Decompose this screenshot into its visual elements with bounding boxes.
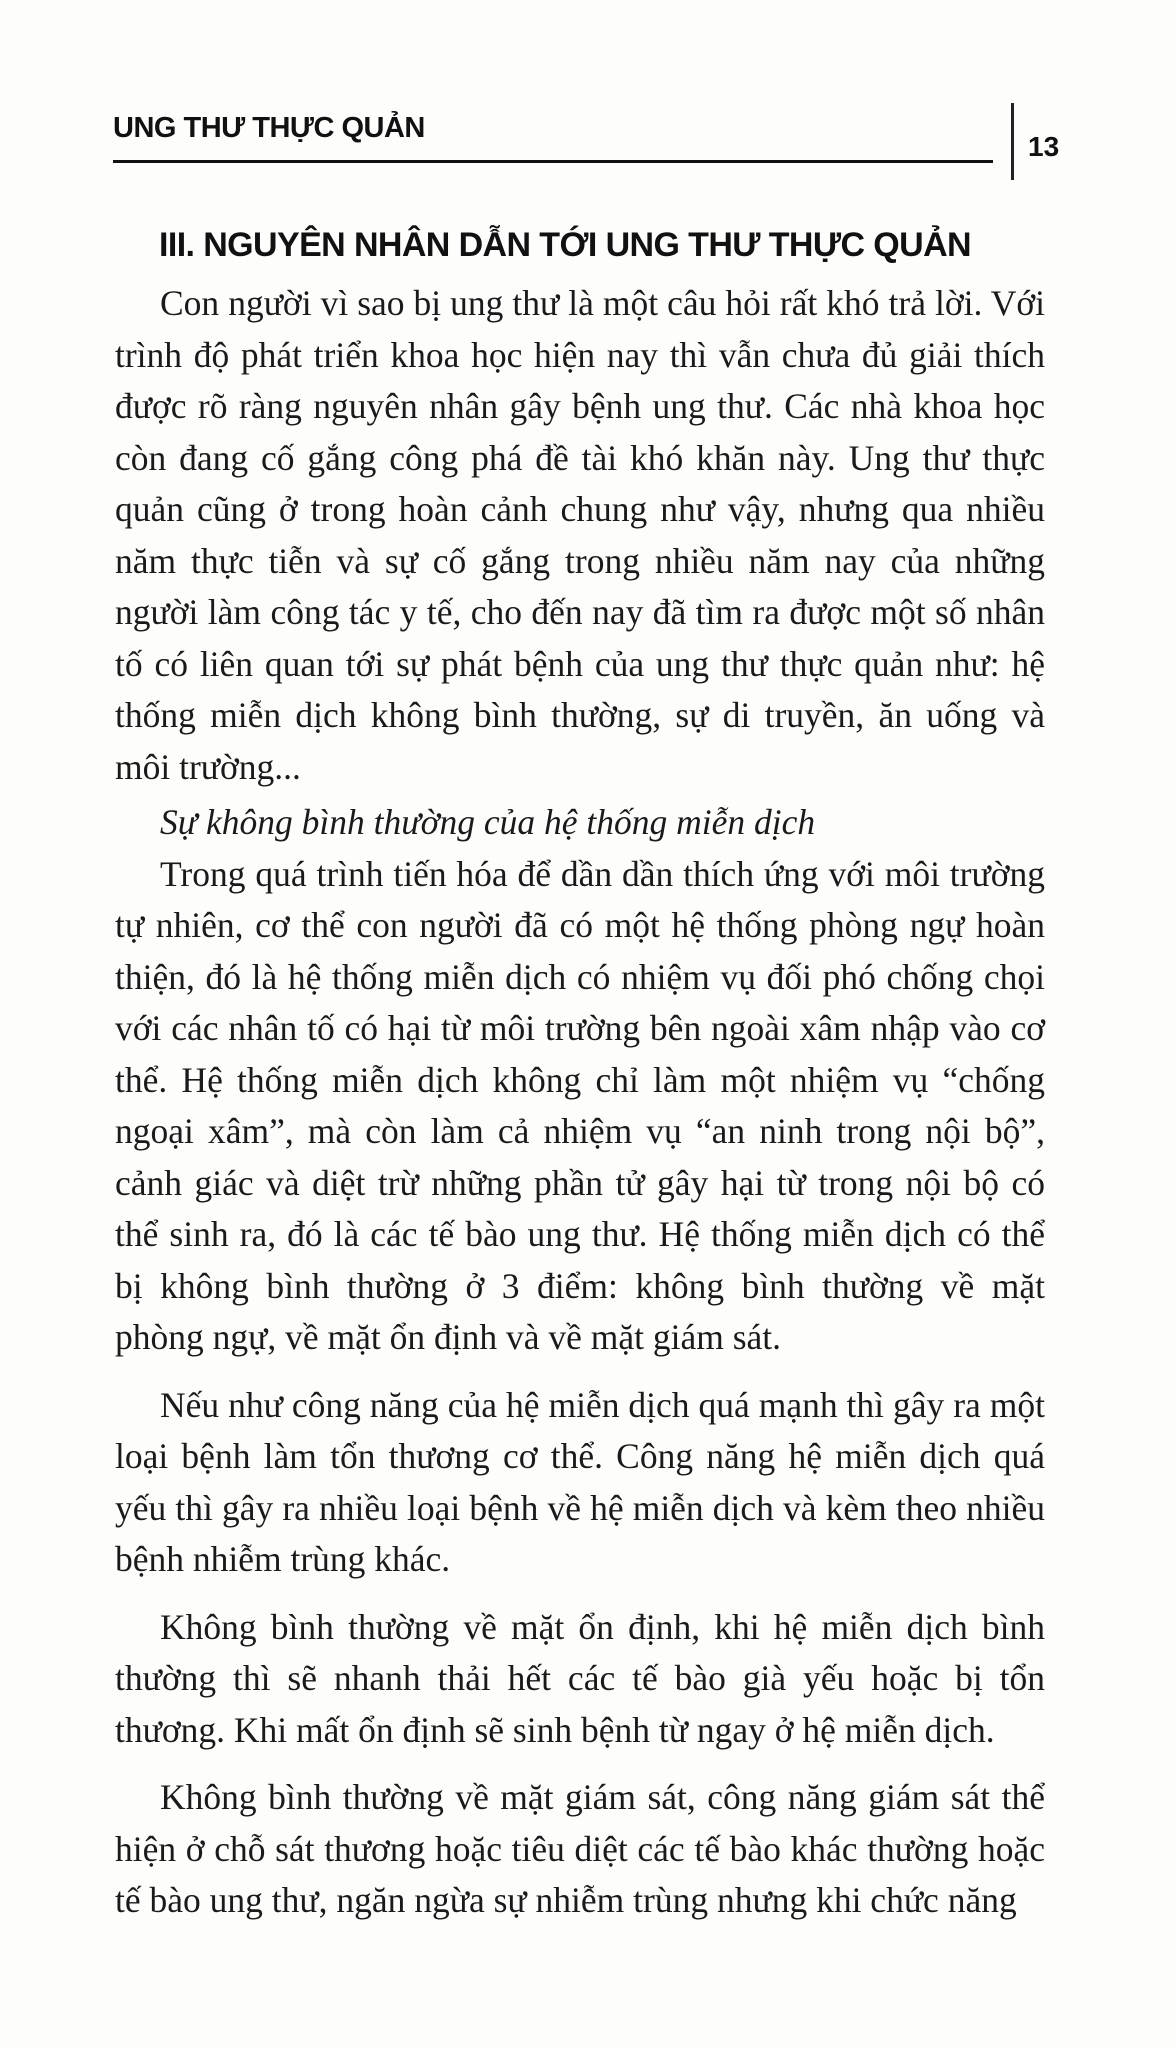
- page-number: 13: [1028, 131, 1060, 162]
- running-title: UNG THƯ THỰC QUẢN: [113, 112, 425, 144]
- body-text: [115, 278, 1045, 1927]
- paragraph-surveillance: Không bình thường về mặt giám sát, công năng giám sát thể hiện ở chỗ sát thương hoặc tiêu diệt các tế bào khác thường hoặc tế bào ung thư, ngăn ngừa sự nhiễm trùng nhưng khi chức năng: [115, 1777, 1045, 1920]
- header-rule: [113, 160, 993, 163]
- paragraph-immune-system: Trong quá trình tiến hóa để dần dần thích ứng với môi trường tự nhiên, cơ thể con người đã có một hệ thống phòng ngự hoàn thiện, đó là hệ thống miễn dịch có nhiệm vụ đối phó chống chọi với các nhân tố có hại từ môi trường bên ngoài xâm nhập vào cơ thể. Hệ thống miễn dịch không chỉ làm một nhiệm vụ “chống ngoại xâm”, mà còn làm cả nhiệm vụ “an ninh trong nội bộ”, cảnh giác và diệt trừ những phần tử gây hại từ trong nội bộ có thể sinh ra, đó là các tế bào ung thư. Hệ thống miễn dịch có thể bị không bình thường ở 3 điểm: không bình thường về mặt phòng ngự, về mặt ổn định và về mặt giám sát.: [115, 853, 1045, 1357]
- header-vertical-bar: [1011, 103, 1014, 180]
- paragraph-defense: Nếu như công năng của hệ miễn dịch quá mạnh thì gây ra một loại bệnh làm tổn thương cơ thể. Công năng hệ miễn dịch quá yếu thì gây ra nhiều loại bệnh về hệ miễn dịch và kèm theo nhiều bệnh nhiễm trùng khác.: [115, 1384, 1045, 1579]
- paragraph-stability: Không bình thường về mặt ổn định, khi hệ miễn dịch bình thường thì sẽ nhanh thải hết các tế bào già yếu hoặc bị tổn thương. Khi mất ổn định sẽ sinh bệnh từ ngay ở hệ miễn dịch.: [115, 1606, 1045, 1750]
- paragraph-intro: Con người vì sao bị ung thư là một câu hỏi rất khó trả lời. Với trình độ phát triển khoa học hiện nay thì vẫn chưa đủ giải thích được rõ ràng nguyên nhân gây bệnh ung thư. Các nhà khoa học còn đang cố gắng công phá đề tài khó khăn này. Ung thư thực quản cũng ở trong hoàn cảnh chung như vậy, nhưng qua nhiều năm thực tiễn và sự cố gắng trong nhiều năm nay của những người làm công tác y tế, cho đến nay đã tìm ra được một số nhân tố có liên quan tới sự phát bệnh của ung thư thực quản như: hệ thống miễn dịch không bình thường, sự di truyền, ăn uống và môi trường...: [115, 283, 1045, 787]
- subheading-immune: Sự không bình thường của hệ thống miễn dịch: [160, 802, 816, 842]
- section-heading: III. NGUYÊN NHÂN DẪN TỚI UNG THƯ THỰC QUẢN: [159, 226, 971, 264]
